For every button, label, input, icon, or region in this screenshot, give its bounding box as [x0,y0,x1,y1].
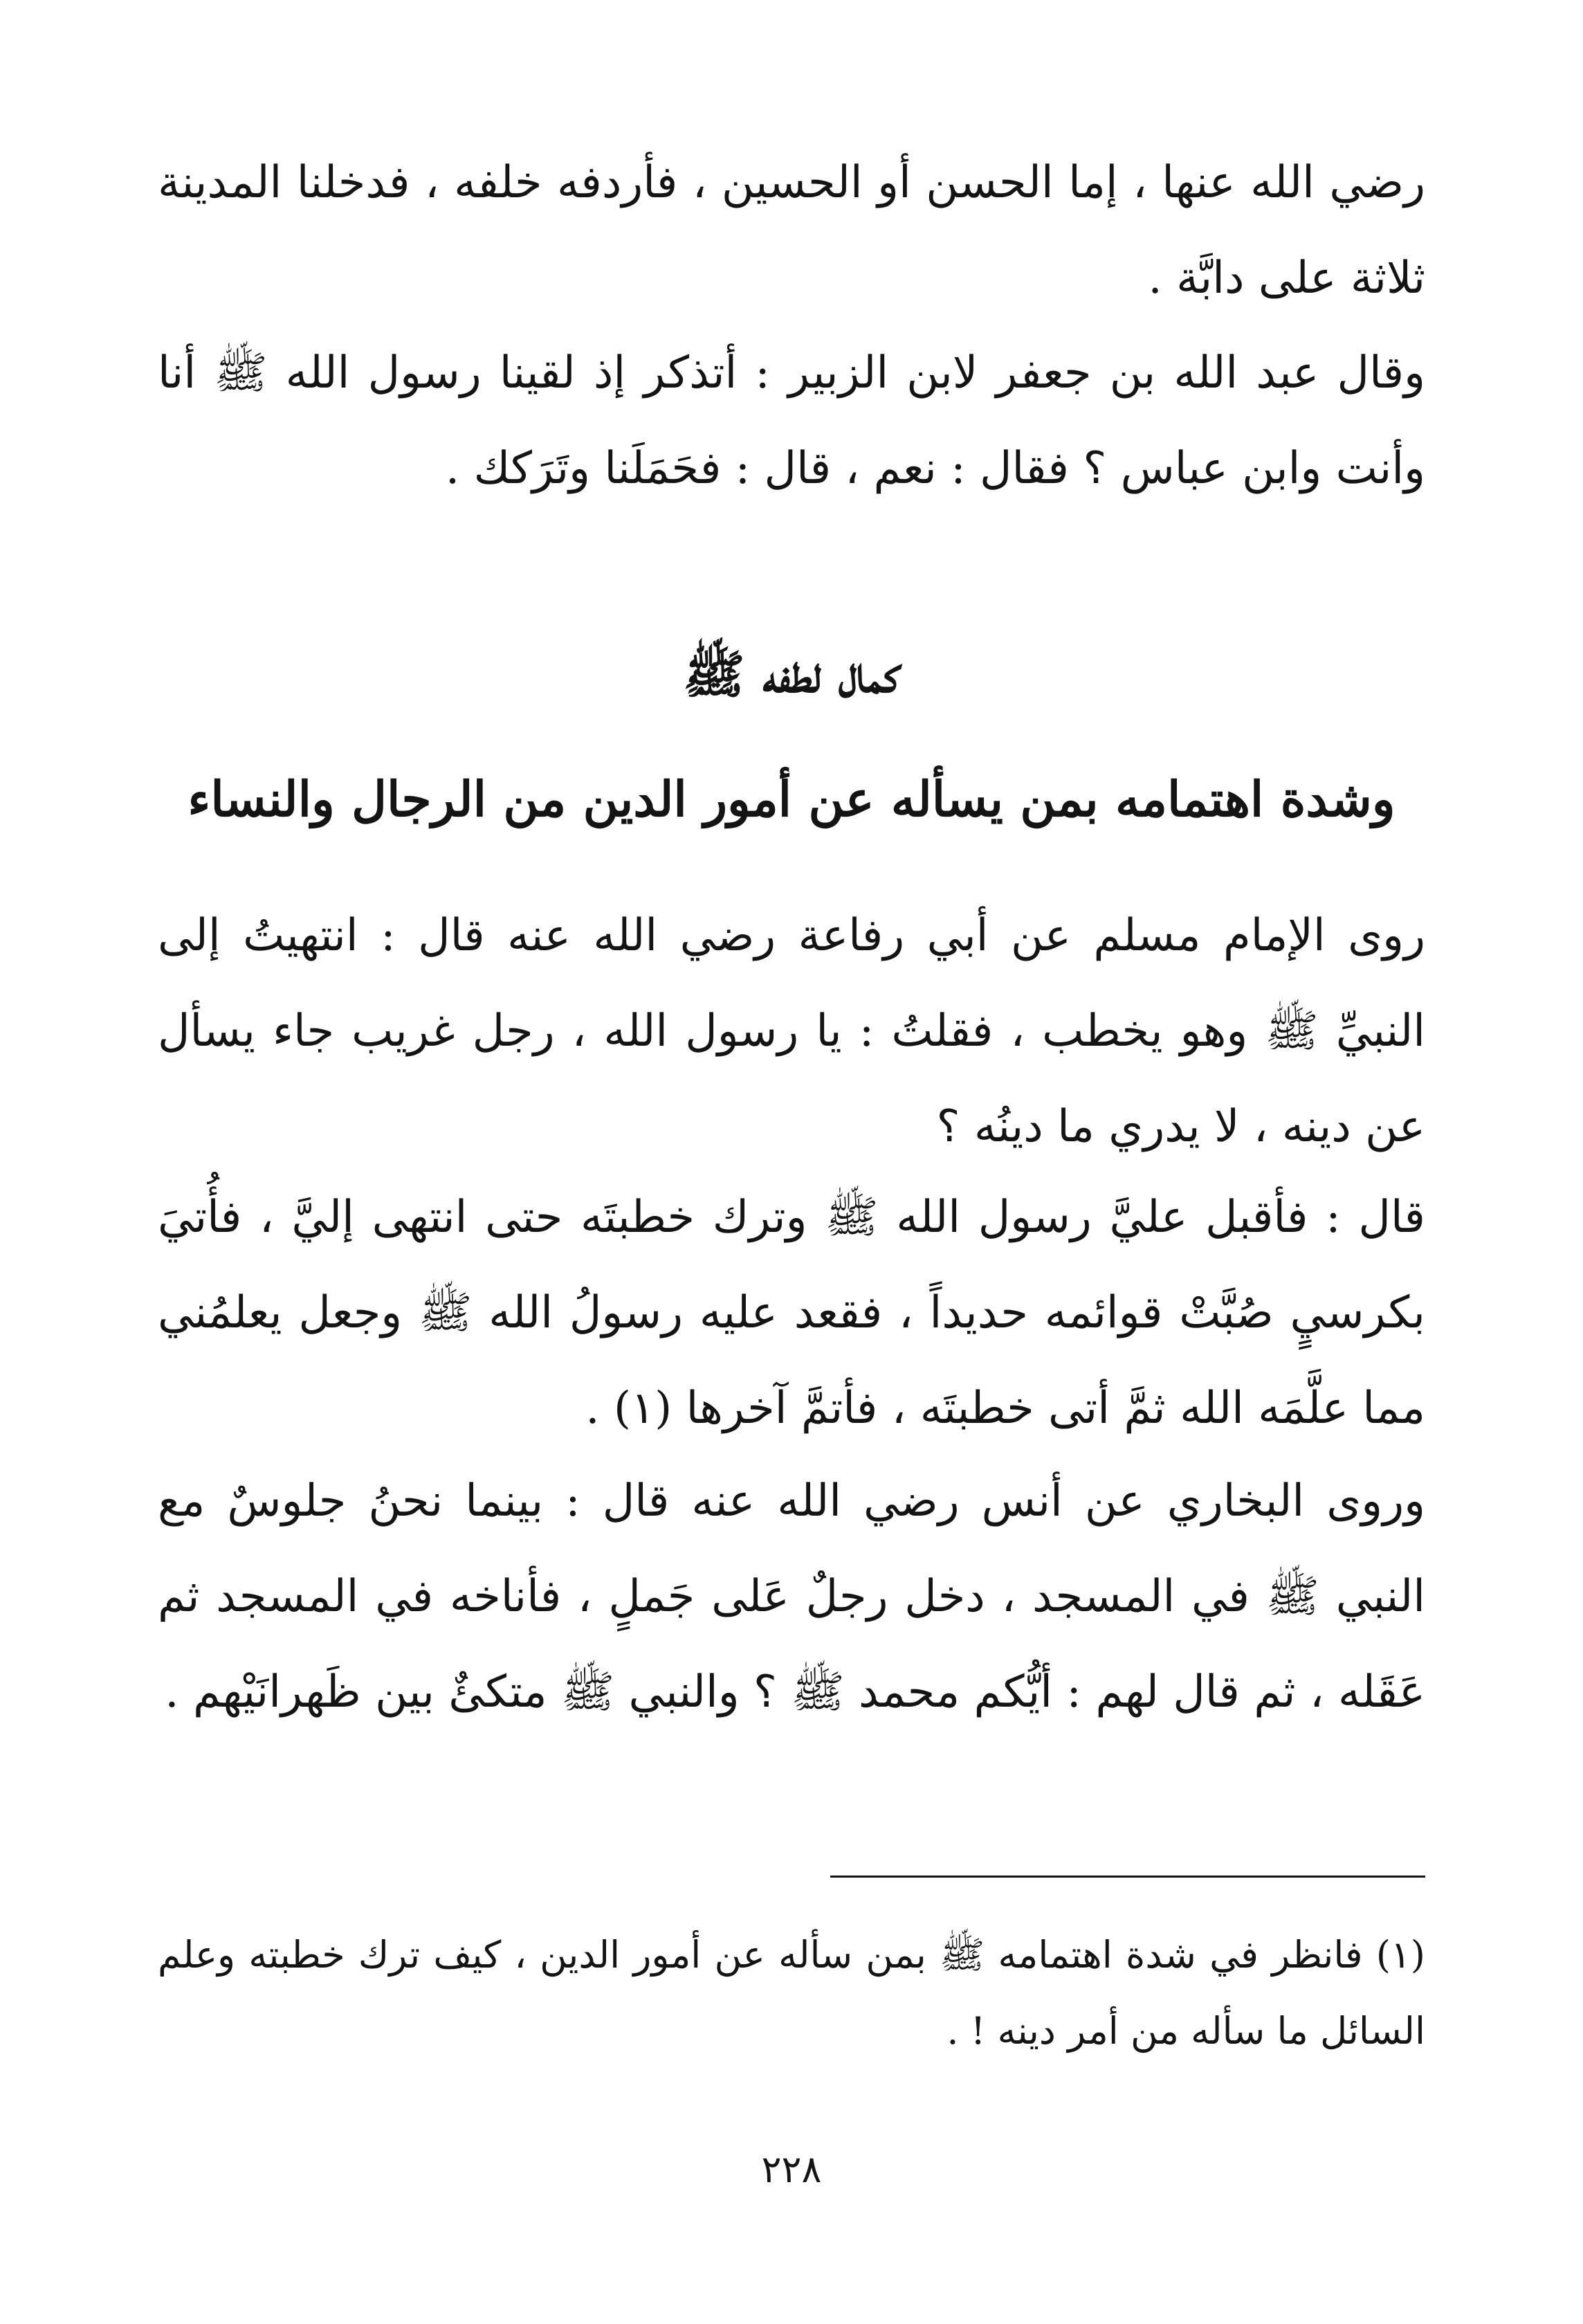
page-number: ٢٢٨ [761,2148,822,2191]
footnote-divider [830,1876,1425,1878]
paragraph-2: وقال عبد الله بن جعفر لابن الزبير : أتذكر إذ لقينا رسول الله ﷺ أنا وأنت وابن عباس ؟ فقال : نعم ، قال : فحَمَلَنا وتَرَكك . [158,347,1425,494]
footnote: (١) فانظر في شدة اهتمامه ﷺ بمن سأله عن أمور الدين ، كيف ترك خطبته وعلم السائل ما سأله من أمر دينه ! . [158,1933,1425,2053]
paragraph-4: قال : فأقبل عليَّ رسول الله ﷺ وترك خطبتَه حتى انتهى إليَّ ، فأُتيَ بكرسيٍ صُبَّتْ قوائمه حديداً ، فقعد عليه رسولُ الله ﷺ وجعل يعلمُني مما علَّمَه الله ثمَّ أتى خطبتَه ، فأتمَّ آخرها (١) . [158,1192,1426,1434]
paragraph-1: رضي الله عنها ، إما الحسن أو الحسين ، فأردفه خلفه ، فدخلنا المدينة ثلاثة على دابَّة . [158,157,1425,304]
paragraph-3: روى الإمام مسلم عن أبي رفاعة رضي الله عنه قال : انتهيتُ إلى النبيِّ ﷺ وهو يخطب ، فقلتُ : يا رسول الله ، رجل غريب جاء يسأل عن دينه ، لا يدري ما دينُه ؟ [158,910,1426,1152]
section-subheading: وشدة اهتمامه بمن يسأله عن أمور الدين من الرجال والنساء [187,770,1396,828]
paragraph-5: وروى البخاري عن أنس رضي الله عنه قال : بينما نحنُ جلوسٌ مع النبي ﷺ في المسجد ، دخل رجلٌ عَلى جَملٍ ، فأناخه في المسجد ثم عَقَله ، ثم قال لهم : أيُّكم محمد ﷺ ؟ والنبي ﷺ متكئٌ بين ظَهرانَيْهم . [158,1476,1425,1718]
section-heading: كمال لطفه ﷺ [683,645,900,705]
